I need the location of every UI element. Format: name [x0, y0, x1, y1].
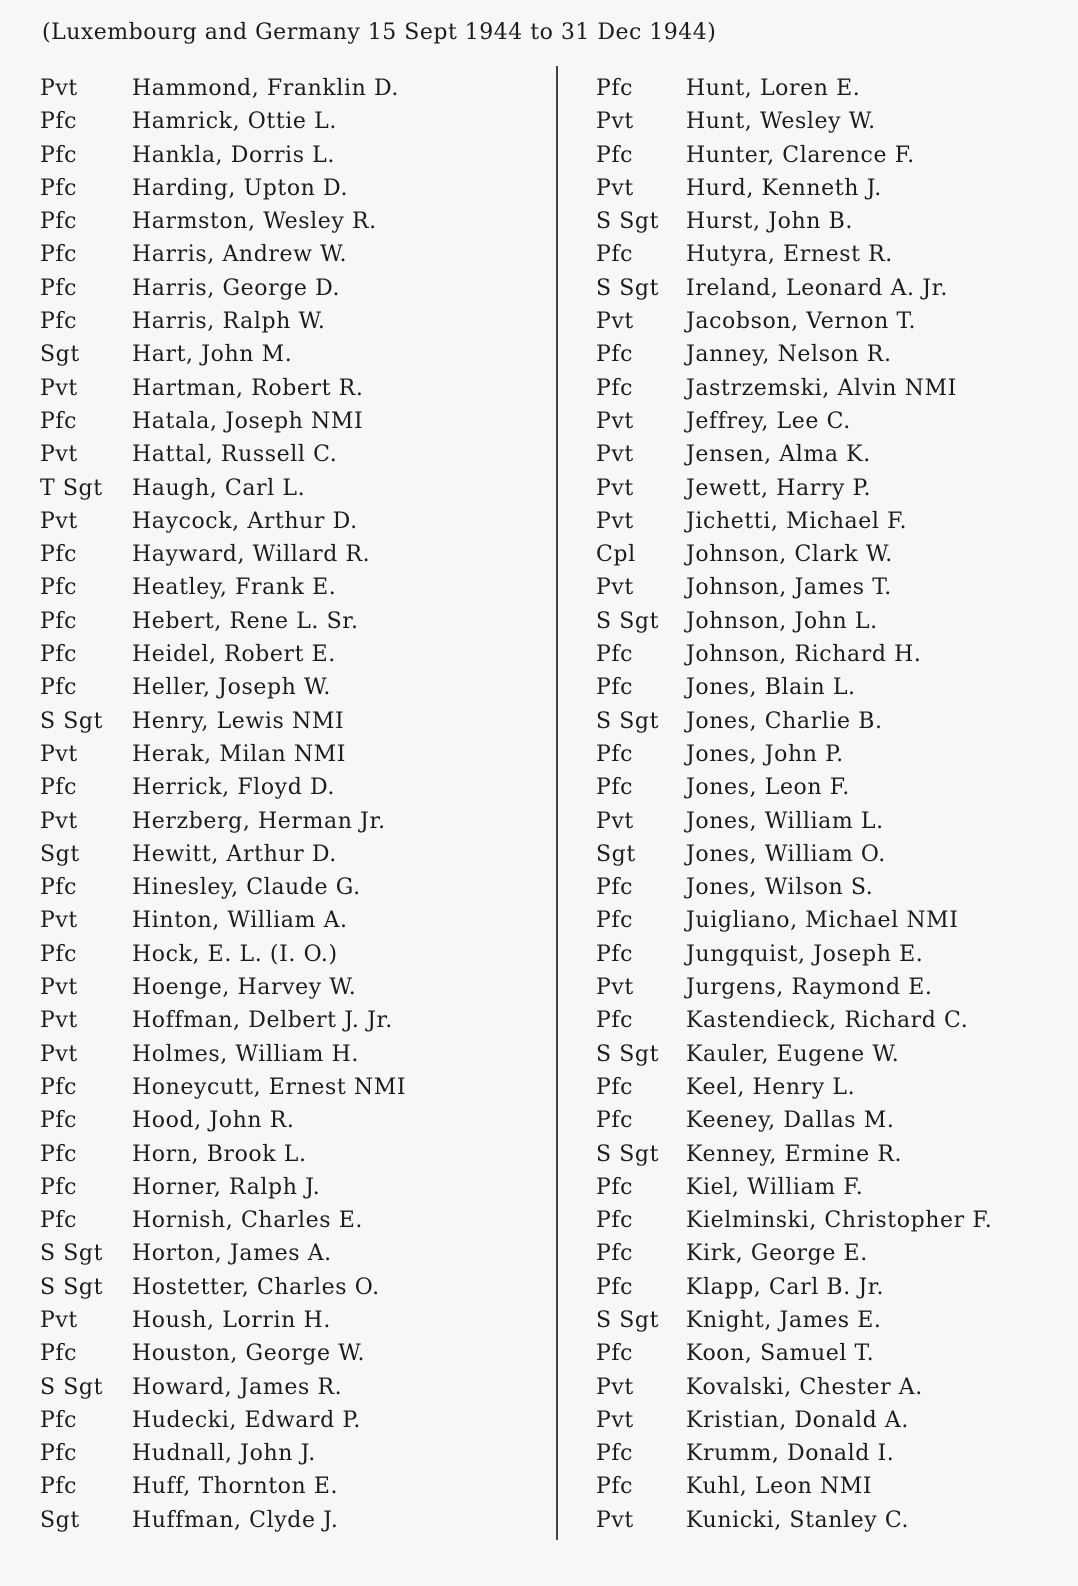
rank-label: Pvt — [596, 1507, 634, 1533]
soldier-name: Hoenge, Harvey W. — [132, 975, 357, 1001]
soldier-name: Kastendieck, Richard C. — [686, 1008, 969, 1034]
soldier-name: Henry, Lewis NMI — [132, 708, 345, 734]
roster-row — [40, 372, 406, 405]
soldier-name: Krumm, Donald I. — [686, 1441, 895, 1467]
roster-row — [40, 238, 406, 271]
soldier-name: Keeney, Dallas M. — [686, 1108, 895, 1134]
roster-row — [40, 1470, 406, 1503]
rank-label: Pfc — [596, 1274, 634, 1300]
rank-label: Pfc — [40, 1474, 78, 1500]
soldier-name: Jones, William L. — [686, 808, 884, 834]
soldier-name: Honeycutt, Ernest NMI — [132, 1074, 407, 1100]
roster-row — [596, 805, 992, 838]
roster-row — [596, 405, 992, 438]
soldier-name: Hudecki, Edward P. — [132, 1407, 361, 1433]
roster-row — [596, 1470, 992, 1503]
rank-label: Pvt — [596, 1407, 634, 1433]
roster-row — [40, 904, 406, 937]
roster-row — [596, 671, 992, 704]
rank-label: Pfc — [40, 1208, 78, 1234]
rank-label: Pvt — [40, 908, 78, 934]
rank-label: Pfc — [40, 109, 78, 135]
rank-label: S Sgt — [596, 275, 660, 301]
roster-row — [596, 1038, 992, 1071]
rank-label: Pfc — [40, 408, 78, 434]
soldier-name: Kuhl, Leon NMI — [686, 1474, 873, 1500]
rank-label: Pfc — [40, 209, 78, 235]
page-heading: (Luxembourg and Germany 15 Sept 1944 to 31 Dec 1944) — [42, 20, 717, 45]
soldier-name: Jungquist, Joseph E. — [686, 941, 924, 967]
soldier-name: Ireland, Leonard A. Jr. — [686, 275, 948, 301]
roster-row — [596, 1104, 992, 1137]
rank-label: S Sgt — [596, 708, 660, 734]
roster-row — [596, 372, 992, 405]
roster-row — [40, 971, 406, 1004]
roster-row — [40, 1404, 406, 1437]
rank-label: Pfc — [40, 941, 78, 967]
soldier-name: Hayward, Willard R. — [132, 542, 371, 568]
soldier-name: Jensen, Alma K. — [686, 442, 871, 468]
roster-row — [596, 338, 992, 371]
roster-row — [596, 1404, 992, 1437]
roster-row — [596, 871, 992, 904]
roster-row — [596, 205, 992, 238]
rank-label: Pfc — [596, 1074, 634, 1100]
roster-row — [40, 638, 406, 671]
soldier-name: Herzberg, Herman Jr. — [132, 808, 386, 834]
roster-row — [596, 738, 992, 771]
roster-row — [40, 605, 406, 638]
soldier-name: Harris, George D. — [132, 275, 341, 301]
roster-row — [596, 1004, 992, 1037]
rank-label: S Sgt — [40, 708, 104, 734]
rank-label: Pfc — [40, 242, 78, 268]
soldier-name: Harris, Andrew W. — [132, 242, 348, 268]
roster-row — [40, 172, 406, 205]
soldier-name: Hartman, Robert R. — [132, 375, 364, 401]
roster-row — [40, 1071, 406, 1104]
soldier-name: Klapp, Carl B. Jr. — [686, 1274, 885, 1300]
rank-label: Pvt — [40, 375, 78, 401]
roster-row — [596, 505, 992, 538]
roster-row — [596, 1204, 992, 1237]
roster-row — [40, 1204, 406, 1237]
rank-label: Pfc — [596, 375, 634, 401]
rank-label: S Sgt — [40, 1374, 104, 1400]
roster-row — [40, 938, 406, 971]
roster-row — [40, 805, 406, 838]
soldier-name: Kunicki, Stanley C. — [686, 1507, 910, 1533]
rank-label: Pvt — [596, 475, 634, 501]
rank-label: T Sgt — [40, 475, 103, 501]
roster-row — [40, 838, 406, 871]
rank-label: S Sgt — [596, 1307, 660, 1333]
rank-label: Pfc — [40, 142, 78, 168]
soldier-name: Haycock, Arthur D. — [132, 508, 358, 534]
rank-label: Pvt — [40, 1008, 78, 1034]
roster-row — [40, 305, 406, 338]
rank-label: S Sgt — [596, 608, 660, 634]
rank-label: Pfc — [40, 1341, 78, 1367]
roster-row — [40, 738, 406, 771]
rank-label: Pfc — [596, 242, 634, 268]
roster-row — [596, 305, 992, 338]
soldier-name: Hurst, John B. — [686, 209, 853, 235]
rank-label: Pvt — [596, 175, 634, 201]
rank-label: Pfc — [596, 342, 634, 368]
rank-label: Sgt — [40, 342, 80, 368]
roster-row — [40, 338, 406, 371]
rank-label: Pfc — [596, 775, 634, 801]
roster-row — [596, 1371, 992, 1404]
roster-row — [40, 1104, 406, 1137]
rank-label: Pfc — [596, 1108, 634, 1134]
roster-row — [596, 105, 992, 138]
soldier-name: Huffman, Clyde J. — [132, 1507, 339, 1533]
soldier-name: Hock, E. L. (I. O.) — [132, 941, 338, 967]
rank-label: Pfc — [596, 1441, 634, 1467]
roster-row — [596, 72, 992, 105]
rank-label: Pvt — [40, 808, 78, 834]
rank-label: Pvt — [596, 408, 634, 434]
soldier-name: Heller, Joseph W. — [132, 675, 331, 701]
rank-label: Pvt — [40, 741, 78, 767]
soldier-name: Heatley, Frank E. — [132, 575, 337, 601]
soldier-name: Juigliano, Michael NMI — [686, 908, 959, 934]
roster-row — [596, 538, 992, 571]
soldier-name: Haugh, Carl L. — [132, 475, 306, 501]
soldier-name: Jones, Blain L. — [686, 675, 856, 701]
soldier-name: Janney, Nelson R. — [686, 342, 892, 368]
roster-row — [596, 904, 992, 937]
soldier-name: Hornish, Charles E. — [132, 1208, 364, 1234]
soldier-name: Harris, Ralph W. — [132, 309, 326, 335]
roster-row — [596, 705, 992, 738]
roster-row — [40, 571, 406, 604]
rank-label: Pvt — [596, 1374, 634, 1400]
soldier-name: Huff, Thornton E. — [132, 1474, 339, 1500]
rank-label: Pfc — [40, 875, 78, 901]
rank-label: Pfc — [596, 1241, 634, 1267]
rank-label: Pvt — [596, 109, 634, 135]
rank-label: S Sgt — [40, 1241, 104, 1267]
roster-row — [40, 438, 406, 471]
roster-row — [596, 1171, 992, 1204]
soldier-name: Kielminski, Christopher F. — [686, 1208, 993, 1234]
roster-row — [596, 1437, 992, 1470]
soldier-name: Hoffman, Delbert J. Jr. — [132, 1008, 393, 1034]
soldier-name: Jurgens, Raymond E. — [686, 975, 933, 1001]
rank-label: Sgt — [596, 841, 636, 867]
soldier-name: Jones, Wilson S. — [686, 875, 874, 901]
soldier-name: Hatala, Joseph NMI — [132, 408, 364, 434]
roster-row — [596, 1271, 992, 1304]
rank-label: S Sgt — [40, 1274, 104, 1300]
roster-row — [40, 472, 406, 505]
soldier-name: Kenney, Ermine R. — [686, 1141, 903, 1167]
soldier-name: Jeffrey, Lee C. — [686, 408, 851, 434]
roster-row — [40, 771, 406, 804]
rank-label: Pvt — [40, 1307, 78, 1333]
soldier-name: Hudnall, John J. — [132, 1441, 316, 1467]
rank-label: Pvt — [596, 975, 634, 1001]
roster-row — [40, 139, 406, 172]
soldier-name: Johnson, Richard H. — [686, 642, 922, 668]
rank-label: Sgt — [40, 841, 80, 867]
rank-label: Pfc — [40, 1141, 78, 1167]
roster-row — [40, 1504, 406, 1537]
soldier-name: Hamrick, Ottie L. — [132, 109, 337, 135]
roster-row — [596, 438, 992, 471]
rank-label: Pvt — [40, 508, 78, 534]
rank-label: Pvt — [596, 508, 634, 534]
rank-label: Pvt — [596, 309, 634, 335]
soldier-name: Jones, Charlie B. — [686, 708, 883, 734]
roster-row — [596, 771, 992, 804]
roster-row — [596, 1138, 992, 1171]
rank-label: Pfc — [40, 542, 78, 568]
roster-row — [596, 605, 992, 638]
roster-row — [596, 472, 992, 505]
soldier-name: Koon, Samuel T. — [686, 1341, 875, 1367]
roster-row — [40, 671, 406, 704]
rank-label: Pfc — [596, 1208, 634, 1234]
rank-label: Pfc — [40, 1074, 78, 1100]
rank-label: Pfc — [40, 775, 78, 801]
soldier-name: Houston, George W. — [132, 1341, 366, 1367]
soldier-name: Hunt, Loren E. — [686, 76, 861, 101]
rank-label: Pvt — [596, 575, 634, 601]
rank-label: Sgt — [40, 1507, 80, 1533]
rank-label: Pfc — [596, 1174, 634, 1200]
soldier-name: Jacobson, Vernon T. — [686, 309, 917, 335]
rank-label: S Sgt — [596, 1041, 660, 1067]
roster-row — [596, 238, 992, 271]
soldier-name: Hinton, William A. — [132, 908, 348, 934]
roster-row — [40, 105, 406, 138]
soldier-name: Kristian, Donald A. — [686, 1407, 909, 1433]
roster-row — [596, 838, 992, 871]
soldier-name: Jones, William O. — [686, 841, 886, 867]
soldier-name: Herrick, Floyd D. — [132, 775, 336, 801]
soldier-name: Keel, Henry L. — [686, 1074, 856, 1100]
rank-label: Pfc — [596, 875, 634, 901]
rank-label: Pfc — [40, 1108, 78, 1134]
roster-row — [596, 1504, 992, 1537]
roster-row — [40, 272, 406, 305]
soldier-name: Heidel, Robert E. — [132, 642, 336, 668]
roster-row — [596, 272, 992, 305]
rank-label: Pfc — [596, 741, 634, 767]
roster-row — [596, 971, 992, 1004]
soldier-name: Jones, John P. — [686, 741, 844, 767]
roster-row — [40, 1271, 406, 1304]
soldier-name: Kirk, George E. — [686, 1241, 868, 1267]
rank-label: Pfc — [40, 575, 78, 601]
soldier-name: Harmston, Wesley R. — [132, 209, 377, 235]
roster-right-column — [596, 72, 992, 1537]
soldier-name: Hinesley, Claude G. — [132, 875, 361, 901]
soldier-name: Holmes, William H. — [132, 1041, 359, 1067]
roster-row — [596, 1237, 992, 1270]
rank-label: Pfc — [40, 1174, 78, 1200]
rank-label: Pfc — [40, 1407, 78, 1433]
roster-row — [40, 405, 406, 438]
rank-label: S Sgt — [596, 1141, 660, 1167]
roster-row — [40, 1237, 406, 1270]
rank-label: Pfc — [596, 76, 634, 101]
rank-label: Pfc — [596, 1474, 634, 1500]
rank-label: Pvt — [40, 442, 78, 468]
rank-label: Pfc — [596, 642, 634, 668]
roster-row — [40, 1138, 406, 1171]
roster-row — [40, 205, 406, 238]
roster-row — [40, 72, 406, 105]
rank-label: Pfc — [40, 309, 78, 335]
rank-label: Pfc — [40, 675, 78, 701]
rank-label: Pfc — [40, 275, 78, 301]
soldier-name: Hutyra, Ernest R. — [686, 242, 893, 268]
soldier-name: Hankla, Dorris L. — [132, 142, 335, 168]
soldier-name: Kovalski, Chester A. — [686, 1374, 923, 1400]
roster-row — [596, 571, 992, 604]
rank-label: Pvt — [596, 442, 634, 468]
column-divider — [556, 66, 558, 1540]
soldier-name: Hart, John M. — [132, 342, 293, 368]
rank-label: Pfc — [40, 175, 78, 201]
roster-row — [40, 1437, 406, 1470]
soldier-name: Kiel, William F. — [686, 1174, 864, 1200]
rank-label: Pvt — [40, 1041, 78, 1067]
soldier-name: Johnson, James T. — [686, 575, 892, 601]
soldier-name: Hunt, Wesley W. — [686, 109, 876, 135]
rank-label: Pfc — [596, 142, 634, 168]
rank-label: Cpl — [596, 542, 636, 568]
roster-row — [596, 1337, 992, 1370]
rank-label: Pfc — [596, 908, 634, 934]
rank-label: Pvt — [40, 76, 78, 101]
roster-row — [40, 1004, 406, 1037]
soldier-name: Howard, James R. — [132, 1374, 343, 1400]
roster-row — [596, 638, 992, 671]
soldier-name: Jones, Leon F. — [686, 775, 850, 801]
soldier-name: Knight, James E. — [686, 1307, 882, 1333]
roster-row — [596, 1071, 992, 1104]
rank-label: Pvt — [40, 975, 78, 1001]
soldier-name: Horton, James A. — [132, 1241, 332, 1267]
roster-row — [596, 938, 992, 971]
soldier-name: Jastrzemski, Alvin NMI — [686, 375, 957, 401]
soldier-name: Johnson, Clark W. — [686, 542, 893, 568]
roster-row — [40, 505, 406, 538]
roster-row — [40, 538, 406, 571]
roster-row — [40, 705, 406, 738]
soldier-name: Hood, John R. — [132, 1108, 295, 1134]
roster-left-column — [40, 72, 406, 1537]
soldier-name: Hebert, Rene L. Sr. — [132, 608, 359, 634]
rank-label: S Sgt — [596, 209, 660, 235]
roster-row — [40, 1304, 406, 1337]
soldier-name: Housh, Lorrin H. — [132, 1307, 331, 1333]
rank-label: Pfc — [596, 675, 634, 701]
soldier-name: Herak, Milan NMI — [132, 741, 347, 767]
rank-label: Pfc — [596, 1341, 634, 1367]
roster-row — [40, 871, 406, 904]
rank-label: Pfc — [40, 608, 78, 634]
soldier-name: Hurd, Kenneth J. — [686, 175, 882, 201]
roster-row — [40, 1337, 406, 1370]
soldier-name: Jewett, Harry P. — [686, 475, 872, 501]
roster-row — [40, 1371, 406, 1404]
soldier-name: Hewitt, Arthur D. — [132, 841, 337, 867]
soldier-name: Hattal, Russell C. — [132, 442, 338, 468]
soldier-name: Hunter, Clarence F. — [686, 142, 915, 168]
soldier-name: Kauler, Eugene W. — [686, 1041, 900, 1067]
roster-row — [596, 172, 992, 205]
soldier-name: Horner, Ralph J. — [132, 1174, 321, 1200]
rank-label: Pfc — [40, 642, 78, 668]
roster-row — [40, 1038, 406, 1071]
soldier-name: Harding, Upton D. — [132, 175, 349, 201]
rank-label: Pfc — [596, 1008, 634, 1034]
rank-label: Pfc — [40, 1441, 78, 1467]
soldier-name: Hammond, Franklin D. — [132, 76, 399, 101]
soldier-name: Hostetter, Charles O. — [132, 1274, 380, 1300]
soldier-name: Horn, Brook L. — [132, 1141, 307, 1167]
soldier-name: Johnson, John L. — [686, 608, 878, 634]
roster-row — [596, 1304, 992, 1337]
roster-row — [40, 1171, 406, 1204]
rank-label: Pfc — [596, 941, 634, 967]
soldier-name: Jichetti, Michael F. — [686, 508, 908, 534]
rank-label: Pvt — [596, 808, 634, 834]
roster-row — [596, 139, 992, 172]
